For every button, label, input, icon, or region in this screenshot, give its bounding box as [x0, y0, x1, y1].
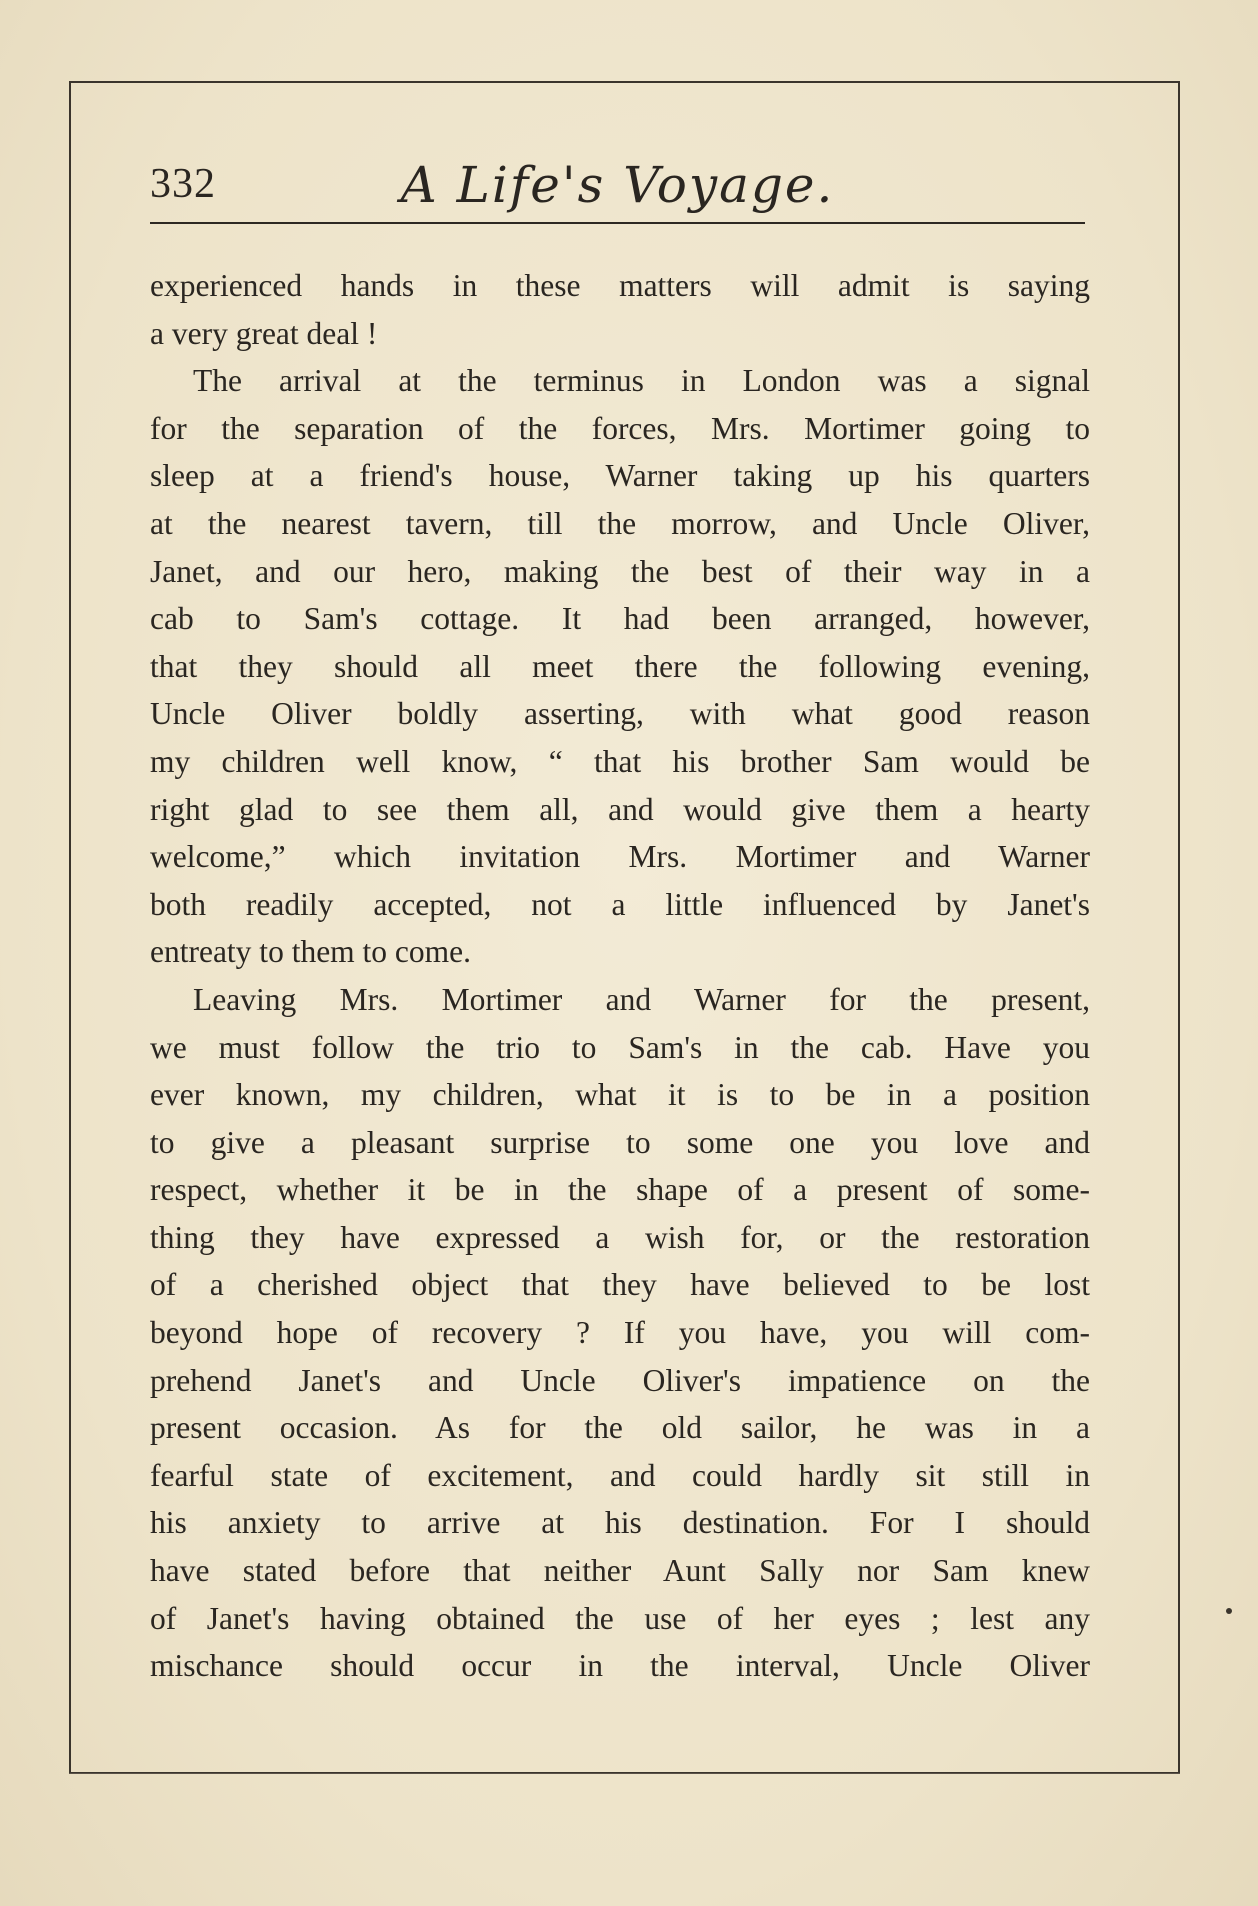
margin-speck: [1226, 1608, 1232, 1614]
text-line: Uncle Oliver boldly asserting, with what good reason: [150, 696, 1090, 732]
text-line: mischance should occur in the interval, Uncle Oliver: [150, 1648, 1090, 1684]
text-line: sleep at a friend's house, Warner taking up his quarters: [150, 458, 1090, 494]
text-line: his anxiety to arrive at his destination. For I should: [150, 1505, 1090, 1541]
text-line: both readily accepted, not a little influenced by Janet's: [150, 886, 1090, 922]
text-line: have stated before that neither Aunt Sally nor Sam knew: [150, 1553, 1090, 1589]
text-line: thing they have expressed a wish for, or the restoration: [150, 1219, 1090, 1255]
text-line: respect, whether it be in the shape of a present of some-: [150, 1172, 1090, 1208]
text-line: at the nearest tavern, till the morrow, and Uncle Oliver,: [150, 505, 1090, 541]
text-line: beyond hope of recovery ? If you have, you will com-: [150, 1315, 1090, 1351]
text-line: ever known, my children, what it is to be in a position: [150, 1077, 1090, 1113]
text-line: The arrival at the terminus in London was a signal: [193, 363, 1090, 399]
text-line: of Janet's having obtained the use of her eyes ; lest any: [150, 1600, 1090, 1636]
text-line: prehend Janet's and Uncle Oliver's impatience on the: [150, 1362, 1090, 1398]
text-line: of a cherished object that they have believed to be lost: [150, 1267, 1090, 1303]
text-line: that they should all meet there the following evening,: [150, 648, 1090, 684]
text-line: cab to Sam's cottage. It had been arranged, however,: [150, 601, 1090, 637]
text-line: Leaving Mrs. Mortimer and Warner for the present,: [193, 981, 1090, 1017]
running-title: A Life's Voyage.: [400, 156, 835, 214]
header-rule: [150, 222, 1085, 224]
body-text: [150, 262, 1090, 1690]
bottom-border-rule: [69, 1773, 1180, 1774]
text-line: to give a pleasant surprise to some one you love and: [150, 1124, 1090, 1160]
text-line: welcome,” which invitation Mrs. Mortimer and Warner: [150, 839, 1090, 875]
text-line: Janet, and our hero, making the best of their way in a: [150, 553, 1090, 589]
text-line: we must follow the trio to Sam's in the cab. Have you: [150, 1029, 1090, 1065]
text-line: my children well know, “ that his brother Sam would be: [150, 743, 1090, 779]
running-head: [150, 148, 1085, 218]
text-line: entreaty to them to come.: [150, 934, 472, 970]
text-line: right glad to see them all, and would give them a hearty: [150, 791, 1090, 827]
text-line: fearful state of excitement, and could hardly sit still in: [150, 1457, 1090, 1493]
text-line: a very great deal !: [150, 315, 378, 351]
text-line: for the separation of the forces, Mrs. Mortimer going to: [150, 410, 1090, 446]
page-number: 332: [150, 161, 216, 207]
text-line: experienced hands in these matters will admit is saying: [150, 268, 1090, 303]
text-line: present occasion. As for the old sailor, he was in a: [150, 1410, 1090, 1446]
